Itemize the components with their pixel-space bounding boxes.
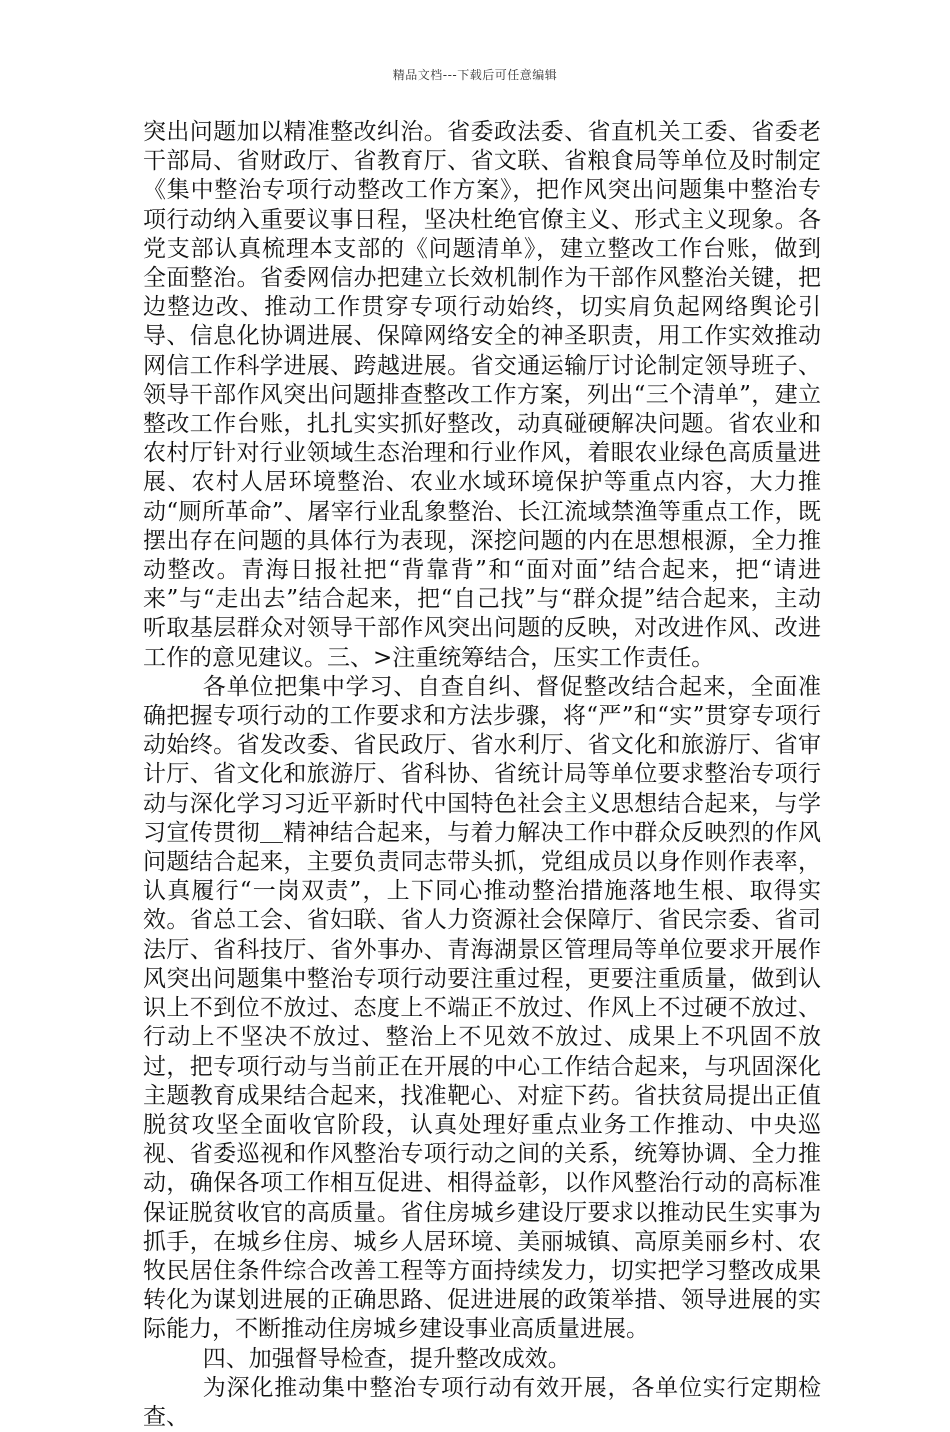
paragraph-1: 突出问题加以精准整改纠治。省委政法委、省直机关工委、省委老干部局、省财政厅、省教育厅、省文联、省粮食局等单位及时制定《集中整治专项行动整改工作方案》，把作风突出问题集中整治专项行动纳入重要议事日程，坚决杜绝官僚主义、形式主义现象。各党支部认真梳理本支部的《问题清单》，建立整改工作台账，做到全面整治。省委网信办把建立长效机制作为干部作风整治关键，把边整边改、推动工作贯穿专项行动始终，切实肩负起网络舆论引导、信息化协调进展、保障网络安全的神圣职责，用工作实效推动网信工作科学进展、跨越进展。省交通运输厅讨论制定领导班子、领导干部作风突出问题排查整改工作方案，列出“三个清单”，建立整改工作台账，扎扎实实抓好整改，动真碰硬解决问题。省农业和农村厅针对行业领域生态治理和行业作风，着眼农业绿色高质量进展、农村人居环境整治、农业水域环境保护等重点内容，大力推动“厕所革命”、屠宰行业乱象整治、长江流域禁渔等重点工作，既摆出存在问题的具体行为表现，深挖问题的内在思想根源，全力推动整改。青海日报社把“背靠背”和“面对面”结合起来，把“请进来”与“走出去”结合起来，把“自己找”与“群众提”结合起来，主动听取基层群众对领导干部作风突出问题的反映，对改进作风、改进工作的意见建议。三、>注重统筹结合，压实工作责任。: [143, 119, 821, 671]
paragraph-2: 各单位把集中学习、自查自纠、督促整改结合起来，全面准确把握专项行动的工作要求和方法步骤，将“严”和“实”贯穿专项行动始终。省发改委、省民政厅、省水利厅、省文化和旅游厅、省审计厅、省文化和旅游厅、省科协、省统计局等单位要求整治专项行动与深化学习习近平新时代中国特色社会主义思想结合起来，与学习宣传贯彻＿精神结合起来，与着力解决工作中群众反映烈的作风问题结合起来，主要负责同志带头抓，党组成员以身作则作表率，认真履行“一岗双责”，上下同心推动整治措施落地生根、取得实效。省总工会、省妇联、省人力资源社会保障厅、省民宗委、省司法厅、省科技厅、省外事办、青海湖景区管理局等单位要求开展作风突出问题集中整治专项行动要注重过程，更要注重质量，做到认识上不到位不放过、态度上不端正不放过、作风上不过硬不放过、行动上不坚决不放过、整治上不见效不放过、成果上不巩固不放过，把专项行动与当前正在开展的中心工作结合起来，与巩固深化主题教育成果结合起来，找准靶心、对症下药。省扶贫局提出正值脱贫攻坚全面收官阶段，认真处理好重点业务工作推动、中央巡视、省委巡视和作风整治专项行动之间的关系，统筹协调、全力推动，确保各项工作相互促进、相得益彰，以作风整治行动的高标准保证脱贫收官的高质量。省住房城乡建设厅要求以推动民生实事为抓手，在城乡住房、城乡人居环境、美丽城镇、高原美丽乡村、农牧民居住条件综合改善工程等方面持续发力，切实把学习整改成果转化为谋划进展的正确思路、促进进展的政策举措、领导进展的实际能力，不断推动住房城乡建设事业高质量进展。: [143, 673, 821, 1343]
section-heading-4: 四、加强督导检查，提升整改成效。: [202, 1345, 571, 1372]
page-header: 精品文档---下载后可任意编辑: [392, 68, 558, 82]
document-body: [143, 118, 821, 1432]
paragraph-3: 为深化推动集中整治专项行动有效开展，各单位实行定期检查、: [143, 1374, 821, 1430]
